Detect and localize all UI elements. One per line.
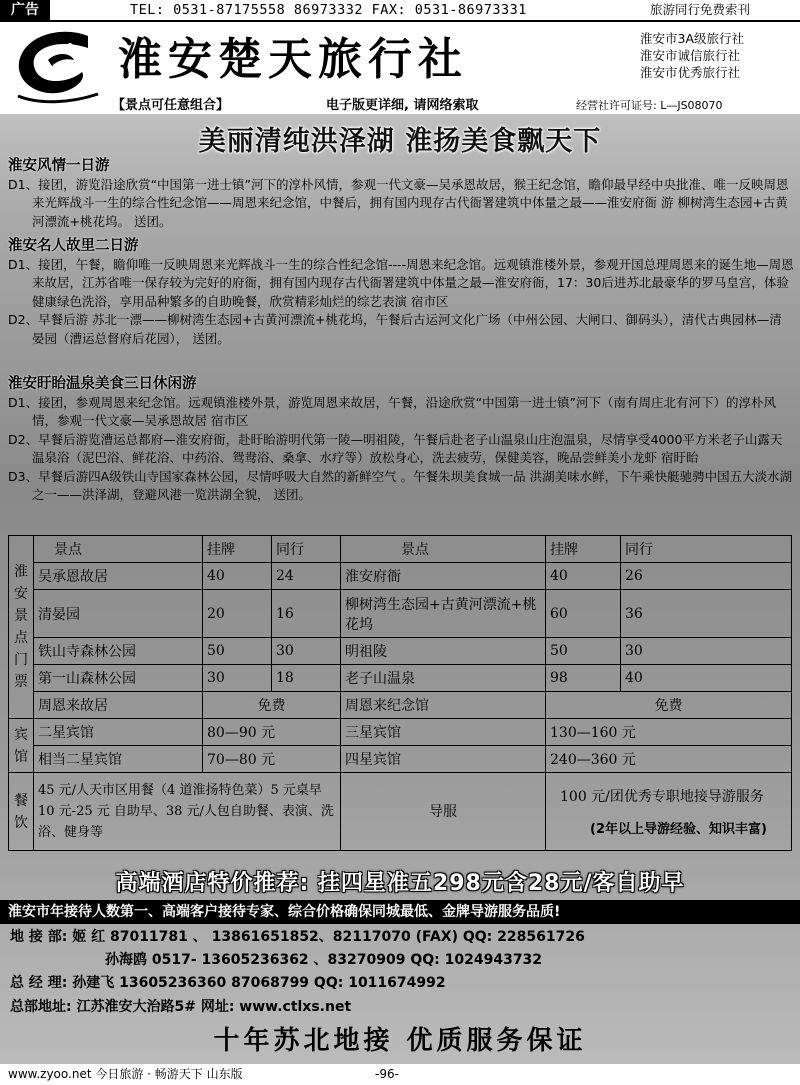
table-cell: 免费 bbox=[203, 692, 341, 719]
table-cell: 40 bbox=[203, 563, 272, 590]
table-cell: 三星宾馆 bbox=[341, 719, 546, 746]
top-contact: TEL: 0531-87175558 86973332 FAX: 0531-86973331 bbox=[130, 2, 527, 18]
table-cell: 130—160 元 bbox=[546, 719, 792, 746]
hotel-promo: 高端酒店特价推荐: 挂四星准五298元含28元/客自助早 bbox=[115, 871, 685, 896]
meals-section-label: 餐饮 bbox=[9, 773, 34, 851]
dragon-logo-icon bbox=[8, 26, 108, 106]
service-banner: 淮安市年接待人数第一、高端客户接待专家、综合价格确保同城最低、金牌导游服务品质! bbox=[0, 900, 800, 924]
table-cell: 二星宾馆 bbox=[34, 719, 203, 746]
table-row bbox=[9, 590, 792, 638]
rating-item: 淮安市3A级旅行社 bbox=[640, 31, 745, 46]
table-cell: 清晏园 bbox=[34, 590, 203, 638]
company-name: 淮安楚天旅行社 bbox=[118, 34, 468, 85]
table-cell: 30 bbox=[272, 638, 341, 665]
itinerary-day: D1、接团，游览沿途欣赏“中国第一进士镇”河下的淳朴风情，参观一代文豪—吴承恩故居，猴王纪念馆，瞻仰最早经中央批准、唯一反映周恩来光辉战斗一生的综合性纪念馆——周恩来纪念馆，中餐后，拥有国内现存古代衙署建筑中体量之最——淮安府衙 游 柳树湾生态园+古黄河漂流+桃花坞。 送团。 bbox=[8, 177, 789, 229]
table-cell: 20 bbox=[203, 590, 272, 638]
table-cell: 40 bbox=[621, 665, 792, 692]
table-cell: 四星宾馆 bbox=[341, 746, 546, 773]
itinerary-title: 淮安盱眙温泉美食三日休闲游 bbox=[8, 376, 197, 392]
guide-note: (2年以上导游经验、知识丰富) bbox=[590, 822, 767, 837]
table-header: 挂牌 bbox=[546, 536, 621, 563]
guide-section-label: 导服 bbox=[341, 773, 546, 851]
contact-line: 孙海鸥 0517- 13605236362 、83270909 QQ: 1024943732 bbox=[105, 952, 543, 968]
table-row bbox=[9, 719, 792, 746]
price-table bbox=[8, 535, 792, 851]
detail-note: 电子版更详细, 请网络索取 bbox=[326, 98, 479, 113]
table-cell: 24 bbox=[272, 563, 341, 590]
table-cell: 60 bbox=[546, 590, 621, 638]
table-header: 景点 bbox=[34, 536, 203, 563]
table-cell: 吴承恩故居 bbox=[34, 563, 203, 590]
itinerary-day: D1、接团，参观周恩来纪念馆。远观镇淮楼外景，游览周恩来故居，午餐，沿途欣赏“中国第一进士镇”河下（南有周庄北有河下）的淳朴风情，参观一代文豪—吴承恩故居 宿市区 bbox=[8, 395, 777, 429]
footer bbox=[0, 1064, 800, 1085]
contact-line: 地 接 部: 姬 红 87011781 、 13861651852、82117070 (FAX) QQ: 228561726 bbox=[10, 929, 585, 945]
table-cell: 16 bbox=[272, 590, 341, 638]
bottom-slogan: 十年苏北地接 优质服务保证 bbox=[213, 1026, 587, 1056]
table-header: 同行 bbox=[621, 536, 792, 563]
table-cell: 36 bbox=[621, 590, 792, 638]
ad-label: 广告 bbox=[0, 0, 50, 20]
table-cell: 50 bbox=[203, 638, 272, 665]
table-cell: 免费 bbox=[546, 692, 792, 719]
table-cell: 周恩来故居 bbox=[34, 692, 203, 719]
table-cell: 周恩来纪念馆 bbox=[341, 692, 546, 719]
table-header: 景点 bbox=[341, 536, 546, 563]
rating-item: 淮安市诚信旅行社 bbox=[640, 48, 741, 63]
table-cell: 相当二星宾馆 bbox=[34, 746, 203, 773]
table-cell: 30 bbox=[203, 665, 272, 692]
table-cell: 老子山温泉 bbox=[341, 665, 546, 692]
itinerary-day: D2、早餐后游 苏北一漂——柳树湾生态园+古黄河漂流+桃花坞，午餐后古运河文化广场（中州公园、大闸口、御码头），清代古典园林—清晏园（漕运总督府后花园）， 送团。 bbox=[8, 312, 782, 346]
license-number: 经营社许可证号: L—JS08070 bbox=[576, 99, 723, 112]
table-cell: 淮安府衙 bbox=[341, 563, 546, 590]
top-right-note: 旅游同行免费索刊 bbox=[650, 2, 751, 17]
itinerary-one-day bbox=[8, 156, 794, 231]
itinerary-day: D2、早餐后游览漕运总都府—淮安府衙，赴盱眙游明代第一陵—明祖陵，午餐后赴老子山温泉山庄泡温泉，尽情享受4000平方米老子山露天温泉浴（泥巴浴、鲜花浴、中药浴、鸳鸯浴、桑拿、水疗等）放松身心，洗去疲劳，保健美容，晚品尝鲜美小龙虾 宿盱眙 bbox=[8, 431, 783, 466]
table-row bbox=[9, 692, 792, 719]
table-row bbox=[9, 536, 792, 563]
combo-note: 【景点可任意组合】 bbox=[112, 98, 230, 113]
rating-item: 淮安市优秀旅行社 bbox=[640, 65, 741, 80]
table-row bbox=[9, 665, 792, 692]
table-cell: 98 bbox=[546, 665, 621, 692]
contact-line: 总部地址: 江苏淮安大治路5# 网址: www.ctlxs.net bbox=[10, 999, 352, 1015]
table-cell: 第一山森林公园 bbox=[34, 665, 203, 692]
itinerary-day: D3、早餐后游四A级铁山寺国家森林公园，尽情呼吸大自然的新鲜空气 。午餐朱坝美食城一品 洪湖美味水鲜，下午乘快艇驰骋中国五大淡水湖之一——洪泽湖，登避风港一览洪湖全貌， 送团。 bbox=[8, 468, 793, 503]
contact-line: 总 经 理: 孙建飞 13605236360 87068799 QQ: 1011674992 bbox=[10, 975, 446, 991]
table-cell: 80—90 元 bbox=[203, 719, 341, 746]
table-row bbox=[9, 746, 792, 773]
itinerary-title: 淮安名人故里二日游 bbox=[8, 238, 139, 254]
table-cell: 40 bbox=[546, 563, 621, 590]
guide-text: 100 元/团优秀专职地接导游服务 bbox=[560, 789, 764, 805]
hotels-section-label: 宾馆 bbox=[9, 719, 34, 773]
itinerary-title: 淮安风情一日游 bbox=[8, 158, 110, 174]
table-cell: 30 bbox=[621, 638, 792, 665]
main-slogan: 美丽清纯洪泽湖 淮扬美食飘天下 bbox=[198, 126, 602, 157]
meals-text: 45 元/人天市区用餐（4 道淮扬特色菜）5 元桌早 10 元-25 元 自助早、38 元/人包自助餐、表演、洗浴、健身等 bbox=[34, 773, 341, 851]
table-cell: 50 bbox=[546, 638, 621, 665]
page-number: -96- bbox=[375, 1067, 399, 1081]
table-row bbox=[9, 773, 792, 851]
itinerary-day: D1、接团，午餐，瞻仰唯一反映周恩来光辉战斗一生的综合性纪念馆----周恩来纪念馆。远观镇淮楼外景，参观开国总理周恩来的诞生地—周恩来故居，江苏省唯一保存较为完好的府衙，拥有国内现存古代衙署建筑中体量之最—淮安府衙，17：30后进苏北最豪华的罗马皇宫，体验健康绿色洗浴，享用品种繁多的自助晚餐，欣赏精彩灿烂的综艺表演 宿市区 bbox=[8, 257, 794, 309]
table-row bbox=[9, 563, 792, 590]
itinerary-three-day bbox=[8, 374, 794, 504]
rating-list bbox=[640, 30, 744, 81]
table-cell: 240—360 元 bbox=[546, 746, 792, 773]
table-header: 挂牌 bbox=[203, 536, 272, 563]
table-cell: 明祖陵 bbox=[341, 638, 546, 665]
itinerary-two-day bbox=[8, 236, 794, 348]
footer-site: www.zyoo.net 今日旅游 · 畅游天下 山东版 bbox=[8, 1067, 243, 1081]
tickets-section-label: 淮安景点门票 bbox=[9, 536, 34, 719]
table-cell: 18 bbox=[272, 665, 341, 692]
table-cell: 26 bbox=[621, 563, 792, 590]
table-row bbox=[9, 638, 792, 665]
table-cell: 柳树湾生态园+古黄河漂流+桃花坞 bbox=[341, 590, 546, 638]
table-cell: 铁山寺森林公园 bbox=[34, 638, 203, 665]
table-header: 同行 bbox=[272, 536, 341, 563]
table-cell: 70—80 元 bbox=[203, 746, 341, 773]
guide-cell bbox=[546, 773, 792, 851]
